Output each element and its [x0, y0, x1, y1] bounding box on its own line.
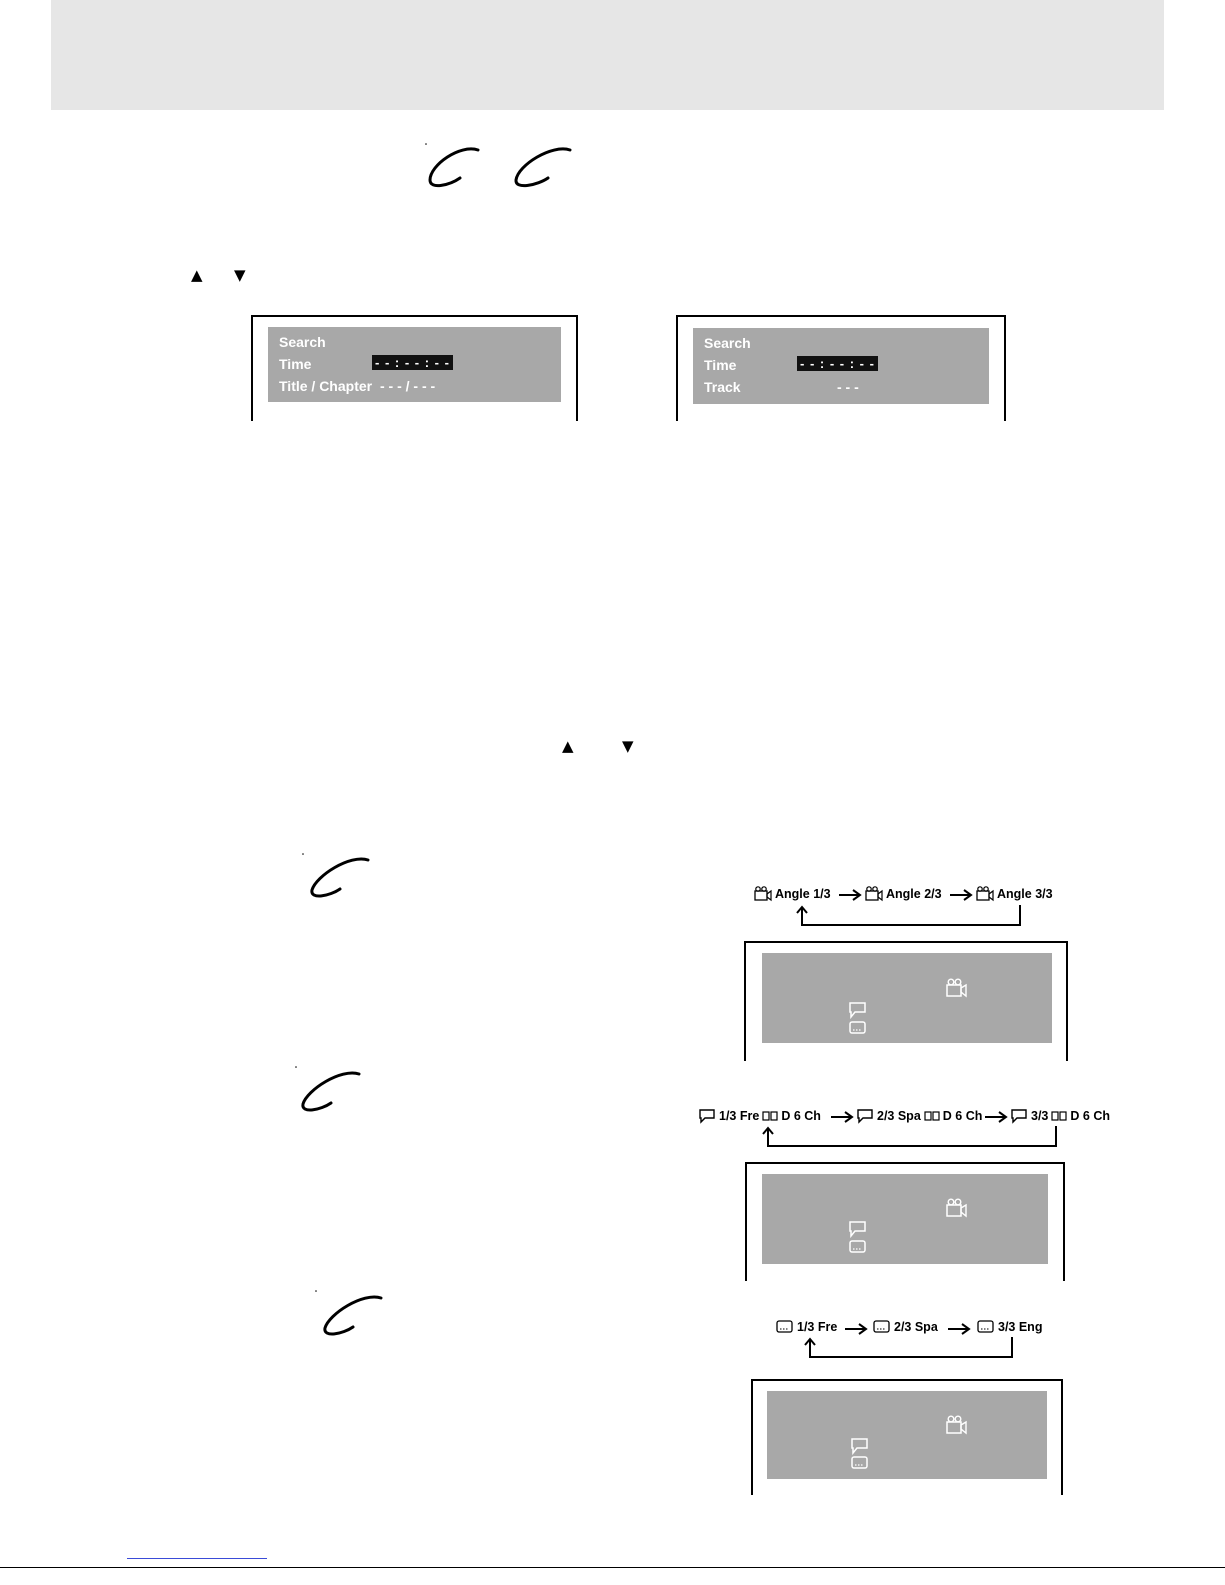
camera-icon	[946, 1415, 968, 1435]
search-osd-cd	[676, 315, 1006, 421]
audio-format-label: D 6 Ch	[781, 1109, 821, 1123]
osd-panel	[767, 1391, 1047, 1479]
loop-back-arrow	[794, 904, 1026, 928]
subtitle-label: 3/3 Eng	[998, 1320, 1043, 1334]
camera-icon	[754, 886, 772, 902]
speech-bubble-icon	[856, 1108, 874, 1124]
title-chapter-value: - - - / - - -	[380, 378, 436, 394]
triangle-up-icon: ▲	[191, 266, 203, 284]
audio-format-label: D 6 Ch	[942, 1109, 983, 1123]
angle-label: Angle 1/3	[775, 887, 831, 901]
subtitle-box-icon	[848, 1239, 868, 1255]
subtitle-item-3	[977, 1320, 1042, 1334]
search-osd-dvd	[251, 315, 578, 421]
header-band	[51, 0, 1164, 110]
audio-sequence	[696, 1108, 1116, 1152]
track-label: Track	[704, 379, 741, 395]
track-value: - - -	[837, 379, 859, 395]
camera-icon	[976, 886, 994, 902]
camera-icon	[865, 886, 883, 902]
arrow-right-icon	[844, 1323, 868, 1335]
speech-bubble-icon	[850, 1437, 870, 1455]
speech-bubble-icon	[848, 1001, 868, 1019]
dolby-icon	[762, 1111, 778, 1121]
audio-track-label: 1/3 Fre	[719, 1109, 760, 1123]
audio-track-label: 2/3 Spa	[877, 1109, 921, 1123]
angle-item-1	[754, 886, 831, 902]
osd-panel	[762, 1174, 1048, 1264]
audio-item-2	[856, 1108, 982, 1124]
audio-item-3	[1010, 1108, 1110, 1124]
search-header: Search	[704, 335, 751, 351]
time-value: - - : - - : - -	[372, 355, 453, 370]
dolby-icon	[924, 1111, 940, 1121]
audio-track-label: 3/3	[1031, 1109, 1049, 1123]
subtitle-label: 2/3 Spa	[894, 1320, 938, 1334]
angle-sequence	[754, 886, 1084, 930]
subtitle-label: 1/3 Fre	[797, 1320, 838, 1334]
bottom-rule	[0, 1567, 1225, 1568]
arrow-right-icon	[984, 1111, 1008, 1123]
osd-panel	[762, 953, 1052, 1043]
time-label: Time	[279, 356, 312, 372]
angle-osd	[744, 941, 1068, 1061]
loop-back-arrow	[760, 1125, 1060, 1149]
speech-bubble-icon	[1010, 1108, 1028, 1124]
audio-format-label: D 6 Ch	[1070, 1109, 1110, 1123]
speech-bubble-icon	[848, 1220, 868, 1238]
subtitle-osd	[751, 1379, 1063, 1495]
time-label: Time	[704, 357, 737, 373]
arrow-right-icon	[830, 1111, 854, 1123]
angle-item-3	[976, 886, 1053, 902]
subtitle-box-icon	[776, 1320, 794, 1334]
arrow-right-icon	[947, 1323, 971, 1335]
angle-label: Angle 2/3	[886, 887, 942, 901]
angle-item-2	[865, 886, 942, 902]
subtitle-box-icon	[977, 1320, 995, 1334]
subtitle-item-1	[776, 1320, 837, 1334]
triangle-up-icon: ▲	[562, 737, 574, 755]
handwritten-marks-top	[420, 140, 590, 195]
handwritten-mark-angle	[300, 852, 380, 904]
subtitle-box-icon	[850, 1455, 870, 1471]
triangle-down-icon: ▼	[234, 266, 246, 284]
arrow-right-icon	[838, 889, 862, 901]
audio-osd	[745, 1162, 1065, 1281]
time-value: - - : - - : - -	[797, 356, 878, 371]
subtitle-item-2	[873, 1320, 938, 1334]
subtitle-sequence	[776, 1320, 1056, 1364]
dolby-icon	[1051, 1111, 1067, 1121]
title-chapter-label: Title / Chapter	[279, 378, 373, 394]
subtitle-box-icon	[848, 1020, 868, 1036]
handwritten-mark-subtitle	[313, 1288, 393, 1340]
search-header: Search	[279, 334, 326, 350]
loop-back-arrow	[802, 1336, 1016, 1360]
link-underline[interactable]	[127, 1558, 267, 1559]
camera-icon	[946, 978, 968, 998]
arrow-right-icon	[949, 889, 973, 901]
camera-icon	[946, 1198, 968, 1218]
triangle-down-icon: ▼	[622, 737, 634, 755]
audio-item-1	[698, 1108, 821, 1124]
angle-label: Angle 3/3	[997, 887, 1053, 901]
subtitle-box-icon	[873, 1320, 891, 1334]
speech-bubble-icon	[698, 1108, 716, 1124]
handwritten-mark-audio	[293, 1064, 373, 1116]
